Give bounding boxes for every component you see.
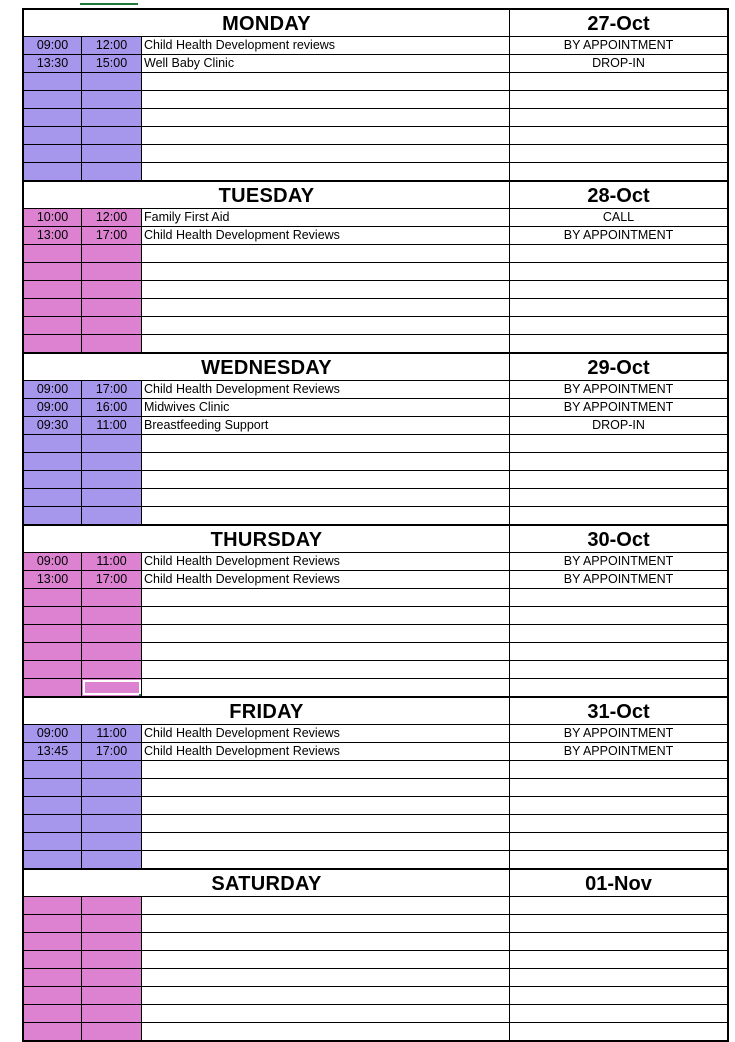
table-row	[24, 987, 727, 1005]
end-time-cell[interactable]: 11:00	[82, 553, 142, 570]
start-time-cell[interactable]	[24, 833, 82, 850]
table-row	[24, 553, 727, 571]
start-time-cell[interactable]	[24, 679, 82, 696]
end-time-cell[interactable]	[82, 643, 142, 660]
table-row	[24, 37, 727, 55]
day-name[interactable]: THURSDAY	[210, 529, 323, 551]
booking-cell[interactable]	[509, 281, 727, 298]
table-row	[24, 127, 727, 145]
service-cell[interactable]	[142, 299, 509, 316]
booking-cell[interactable]	[509, 299, 727, 316]
start-time-cell[interactable]	[24, 589, 82, 606]
service-cell[interactable]	[142, 471, 509, 488]
booking-cell[interactable]	[509, 91, 727, 108]
start-time-cell[interactable]	[24, 661, 82, 678]
table-row	[24, 815, 727, 833]
start-time-cell[interactable]	[24, 163, 82, 180]
start-time-cell[interactable]: 09:00	[24, 381, 82, 398]
start-time-cell[interactable]	[24, 1005, 82, 1022]
booking-cell[interactable]	[509, 643, 727, 660]
start-time-cell[interactable]	[24, 317, 82, 334]
end-time-cell[interactable]: 11:00	[82, 417, 142, 434]
day-date[interactable]: 27-Oct	[509, 10, 727, 36]
start-time-cell[interactable]: 13:00	[24, 227, 82, 244]
booking-cell[interactable]	[509, 987, 727, 1004]
end-time-cell[interactable]	[82, 109, 142, 126]
day-header	[24, 354, 727, 381]
day-header	[24, 698, 727, 725]
start-time-cell[interactable]: 10:00	[24, 209, 82, 226]
table-row	[24, 589, 727, 607]
service-cell[interactable]	[142, 1005, 509, 1022]
service-cell[interactable]: Well Baby Clinic	[144, 56, 235, 70]
start-time-cell[interactable]	[24, 933, 82, 950]
end-time-cell[interactable]: 12:00	[82, 209, 142, 226]
booking-cell[interactable]	[509, 489, 727, 506]
booking-cell[interactable]	[509, 797, 727, 814]
table-row	[24, 1005, 727, 1023]
booking-cell[interactable]	[509, 851, 727, 868]
table-row	[24, 489, 727, 507]
start-time-cell[interactable]	[24, 471, 82, 488]
end-time-cell[interactable]	[82, 127, 142, 144]
booking-cell[interactable]	[509, 833, 727, 850]
end-time-cell[interactable]	[82, 163, 142, 180]
booking-cell[interactable]	[509, 761, 727, 778]
end-time-cell[interactable]: 12:00	[82, 37, 142, 54]
start-time-cell[interactable]	[24, 779, 82, 796]
service-cell[interactable]	[142, 317, 509, 334]
table-row	[24, 145, 727, 163]
service-cell[interactable]	[142, 797, 509, 814]
end-time-cell[interactable]	[82, 335, 142, 352]
table-row	[24, 263, 727, 281]
table-row	[24, 435, 727, 453]
day-block-monday	[24, 10, 727, 182]
start-time-cell[interactable]: 09:00	[24, 553, 82, 570]
end-time-cell[interactable]	[82, 589, 142, 606]
day-block-thursday	[24, 526, 727, 698]
service-cell[interactable]	[142, 897, 509, 914]
end-time-cell[interactable]	[82, 761, 142, 778]
table-row	[24, 797, 727, 815]
table-row	[24, 761, 727, 779]
table-row	[24, 73, 727, 91]
day-block-wednesday	[24, 354, 727, 526]
service-cell[interactable]	[142, 281, 509, 298]
end-time-cell[interactable]	[82, 987, 142, 1004]
service-cell[interactable]	[142, 679, 509, 696]
end-time-cell[interactable]: 17:00	[82, 381, 142, 398]
end-time-cell[interactable]	[82, 797, 142, 814]
end-time-cell[interactable]	[82, 915, 142, 932]
start-time-cell[interactable]	[24, 761, 82, 778]
end-time-cell[interactable]	[82, 661, 142, 678]
booking-cell[interactable]: CALL	[509, 209, 727, 226]
end-time-cell[interactable]	[82, 833, 142, 850]
table-row	[24, 951, 727, 969]
booking-cell[interactable]	[509, 625, 727, 642]
table-row	[24, 897, 727, 915]
table-row	[24, 227, 727, 245]
booking-cell[interactable]: BY APPOINTMENT	[509, 227, 727, 244]
service-cell[interactable]	[142, 91, 509, 108]
booking-cell[interactable]	[509, 933, 727, 950]
start-time-cell[interactable]	[24, 145, 82, 162]
service-cell[interactable]: Child Health Development Reviews	[144, 554, 340, 568]
service-cell[interactable]	[142, 661, 509, 678]
booking-cell[interactable]	[509, 607, 727, 624]
start-time-cell[interactable]	[24, 625, 82, 642]
end-time-cell[interactable]	[82, 91, 142, 108]
start-time-cell[interactable]	[24, 263, 82, 280]
service-cell[interactable]	[142, 625, 509, 642]
service-cell[interactable]: Breastfeeding Support	[144, 418, 269, 432]
booking-cell[interactable]	[509, 1005, 727, 1022]
end-time-cell[interactable]	[82, 1005, 142, 1022]
table-row	[24, 109, 727, 127]
service-cell[interactable]	[142, 969, 509, 986]
table-row	[24, 245, 727, 263]
end-time-cell[interactable]	[82, 281, 142, 298]
start-time-cell[interactable]: 09:00	[24, 399, 82, 416]
day-date[interactable]: 31-Oct	[509, 698, 727, 724]
start-time-cell[interactable]	[24, 851, 82, 868]
service-cell[interactable]	[142, 335, 509, 352]
service-cell[interactable]	[142, 761, 509, 778]
table-row	[24, 743, 727, 761]
start-time-cell[interactable]	[24, 897, 82, 914]
service-cell[interactable]	[142, 263, 509, 280]
day-block-tuesday	[24, 182, 727, 354]
booking-cell[interactable]	[509, 915, 727, 932]
booking-cell[interactable]: BY APPOINTMENT	[509, 381, 727, 398]
table-row	[24, 679, 727, 696]
table-row	[24, 163, 727, 180]
service-cell[interactable]	[142, 951, 509, 968]
service-cell[interactable]	[142, 127, 509, 144]
start-time-cell[interactable]	[24, 987, 82, 1004]
service-cell[interactable]: Child Health Development Reviews	[144, 726, 340, 740]
start-time-cell[interactable]	[24, 489, 82, 506]
table-row	[24, 607, 727, 625]
table-row	[24, 779, 727, 797]
table-row	[24, 969, 727, 987]
booking-cell[interactable]: DROP-IN	[509, 417, 727, 434]
service-cell[interactable]	[142, 915, 509, 932]
service-cell[interactable]	[142, 163, 509, 180]
service-cell[interactable]	[142, 245, 509, 262]
table-row	[24, 851, 727, 868]
day-name[interactable]: MONDAY	[222, 13, 311, 35]
start-time-cell[interactable]	[24, 915, 82, 932]
end-time-cell[interactable]	[82, 815, 142, 832]
end-time-cell[interactable]	[82, 607, 142, 624]
table-row	[24, 381, 727, 399]
table-row	[24, 643, 727, 661]
table-row	[24, 55, 727, 73]
booking-cell[interactable]	[509, 109, 727, 126]
start-time-cell[interactable]	[24, 453, 82, 470]
start-time-cell[interactable]	[24, 245, 82, 262]
service-cell[interactable]	[142, 933, 509, 950]
end-time-cell[interactable]: 15:00	[82, 55, 142, 72]
booking-cell[interactable]	[509, 507, 727, 524]
start-time-cell[interactable]	[24, 73, 82, 90]
day-name[interactable]: TUESDAY	[218, 185, 315, 207]
booking-cell[interactable]: BY APPOINTMENT	[509, 725, 727, 742]
table-row	[24, 933, 727, 951]
end-time-cell[interactable]	[82, 897, 142, 914]
booking-cell[interactable]	[509, 589, 727, 606]
end-time-cell[interactable]	[82, 933, 142, 950]
table-row	[24, 417, 727, 435]
booking-cell[interactable]	[509, 145, 727, 162]
start-time-cell[interactable]: 09:30	[24, 417, 82, 434]
day-header	[24, 870, 727, 897]
start-time-cell[interactable]	[24, 299, 82, 316]
service-cell[interactable]	[142, 145, 509, 162]
booking-cell[interactable]	[509, 263, 727, 280]
start-time-cell[interactable]	[24, 127, 82, 144]
table-row	[24, 833, 727, 851]
booking-cell[interactable]	[509, 245, 727, 262]
booking-cell[interactable]: BY APPOINTMENT	[509, 399, 727, 416]
booking-cell[interactable]: BY APPOINTMENT	[509, 37, 727, 54]
start-time-cell[interactable]	[24, 109, 82, 126]
booking-cell[interactable]	[509, 127, 727, 144]
service-cell[interactable]	[142, 833, 509, 850]
table-row	[24, 209, 727, 227]
table-row	[24, 317, 727, 335]
day-date[interactable]: 29-Oct	[509, 354, 727, 380]
table-row	[24, 471, 727, 489]
day-name[interactable]: FRIDAY	[229, 701, 304, 723]
end-time-cell[interactable]	[82, 851, 142, 868]
service-cell[interactable]	[142, 815, 509, 832]
service-cell[interactable]: Child Health Development Reviews	[144, 382, 340, 396]
day-date[interactable]: 01-Nov	[509, 870, 727, 896]
booking-cell[interactable]	[509, 453, 727, 470]
service-cell[interactable]	[142, 779, 509, 796]
spreadsheet-grid	[22, 8, 729, 1042]
selection-indicator	[80, 0, 138, 5]
booking-cell[interactable]	[509, 435, 727, 452]
table-row	[24, 91, 727, 109]
end-time-cell[interactable]: 11:00	[82, 725, 142, 742]
booking-cell[interactable]	[509, 779, 727, 796]
end-time-cell[interactable]	[82, 299, 142, 316]
booking-cell[interactable]	[509, 335, 727, 352]
day-block-friday	[24, 698, 727, 870]
service-cell[interactable]	[142, 987, 509, 1004]
end-time-cell[interactable]: 16:00	[82, 399, 142, 416]
service-cell[interactable]	[142, 453, 509, 470]
end-time-cell[interactable]	[82, 951, 142, 968]
service-cell[interactable]	[142, 73, 509, 90]
booking-cell[interactable]	[509, 951, 727, 968]
booking-cell[interactable]: DROP-IN	[509, 55, 727, 72]
booking-cell[interactable]: BY APPOINTMENT	[509, 553, 727, 570]
end-time-cell[interactable]	[82, 245, 142, 262]
service-cell[interactable]: Midwives Clinic	[144, 400, 230, 414]
end-time-cell[interactable]	[82, 471, 142, 488]
start-time-cell[interactable]	[24, 335, 82, 352]
booking-cell[interactable]	[509, 679, 727, 696]
end-time-cell[interactable]	[82, 679, 142, 696]
table-row	[24, 453, 727, 471]
day-date[interactable]: 28-Oct	[509, 182, 727, 208]
booking-cell[interactable]	[509, 969, 727, 986]
service-cell[interactable]	[142, 507, 509, 524]
start-time-cell[interactable]	[24, 951, 82, 968]
end-time-cell[interactable]	[82, 489, 142, 506]
service-cell[interactable]: Child Health Development Reviews	[144, 744, 340, 758]
start-time-cell[interactable]: 13:00	[24, 571, 82, 588]
service-cell[interactable]	[142, 435, 509, 452]
day-block-saturday	[24, 870, 727, 1042]
booking-cell[interactable]	[509, 815, 727, 832]
end-time-cell[interactable]: 17:00	[82, 571, 142, 588]
start-time-cell[interactable]: 13:30	[24, 55, 82, 72]
end-time-cell[interactable]	[82, 435, 142, 452]
day-header	[24, 182, 727, 209]
end-time-cell[interactable]	[82, 263, 142, 280]
end-time-cell[interactable]	[82, 507, 142, 524]
service-cell[interactable]: Child Health Development reviews	[144, 38, 336, 52]
start-time-cell[interactable]	[24, 797, 82, 814]
start-time-cell[interactable]	[24, 281, 82, 298]
start-time-cell[interactable]: 09:00	[24, 37, 82, 54]
booking-cell[interactable]: BY APPOINTMENT	[509, 743, 727, 760]
table-row	[24, 725, 727, 743]
table-row	[24, 507, 727, 524]
end-time-cell[interactable]: 17:00	[82, 227, 142, 244]
start-time-cell[interactable]	[24, 91, 82, 108]
table-row	[24, 915, 727, 933]
start-time-cell[interactable]: 13:45	[24, 743, 82, 760]
booking-cell[interactable]	[509, 317, 727, 334]
end-time-cell[interactable]	[82, 145, 142, 162]
start-time-cell[interactable]	[24, 607, 82, 624]
end-time-cell[interactable]: 17:00	[82, 743, 142, 760]
table-row	[24, 661, 727, 679]
service-cell[interactable]	[142, 643, 509, 660]
start-time-cell[interactable]	[24, 969, 82, 986]
start-time-cell[interactable]	[24, 815, 82, 832]
day-name[interactable]: SATURDAY	[211, 873, 322, 895]
service-cell[interactable]	[142, 489, 509, 506]
booking-cell[interactable]	[509, 897, 727, 914]
booking-cell[interactable]: BY APPOINTMENT	[509, 571, 727, 588]
booking-cell[interactable]	[509, 471, 727, 488]
booking-cell[interactable]	[509, 73, 727, 90]
table-row	[24, 571, 727, 589]
booking-cell[interactable]	[509, 661, 727, 678]
start-time-cell[interactable]	[24, 643, 82, 660]
day-header	[24, 10, 727, 37]
end-time-cell[interactable]	[82, 453, 142, 470]
start-time-cell[interactable]	[24, 507, 82, 524]
table-row	[24, 335, 727, 352]
service-cell[interactable]: Child Health Development Reviews	[144, 228, 340, 242]
booking-cell[interactable]	[509, 163, 727, 180]
service-cell[interactable]	[142, 589, 509, 606]
end-time-cell[interactable]	[82, 779, 142, 796]
table-row	[24, 299, 727, 317]
end-time-cell[interactable]	[82, 73, 142, 90]
start-time-cell[interactable]	[24, 435, 82, 452]
end-time-cell[interactable]	[82, 625, 142, 642]
day-name[interactable]: WEDNESDAY	[201, 357, 332, 379]
service-cell[interactable]: Child Health Development Reviews	[144, 572, 340, 586]
service-cell[interactable]	[142, 851, 509, 868]
end-time-cell[interactable]	[82, 317, 142, 334]
table-row	[24, 281, 727, 299]
end-time-cell[interactable]	[82, 969, 142, 986]
service-cell[interactable]	[142, 109, 509, 126]
top-strip	[0, 0, 735, 8]
service-cell[interactable]: Family First Aid	[144, 210, 230, 224]
table-row	[24, 399, 727, 417]
day-date[interactable]: 30-Oct	[509, 526, 727, 552]
start-time-cell[interactable]: 09:00	[24, 725, 82, 742]
table-row	[24, 625, 727, 643]
day-header	[24, 526, 727, 553]
service-cell[interactable]	[142, 607, 509, 624]
